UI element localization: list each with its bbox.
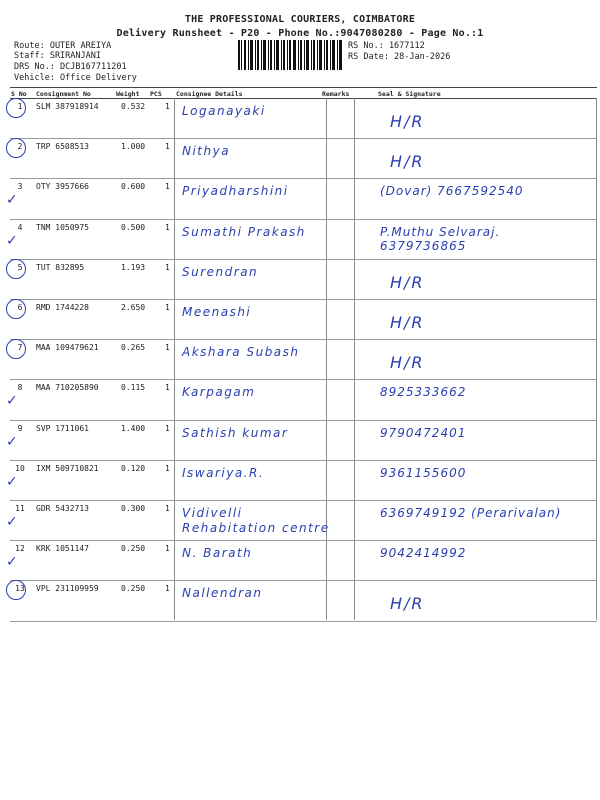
row-signature: H/R — [390, 313, 425, 332]
check-mark: ✓ — [6, 554, 18, 571]
check-mark: ✓ — [6, 393, 18, 410]
row-consignment-no: KRK 1051147 — [36, 544, 89, 554]
row-signature: H/R — [390, 594, 425, 614]
row-signature: 9790472401 — [380, 425, 467, 440]
row-signature: H/R — [390, 353, 425, 373]
sno-circle-mark — [6, 98, 26, 118]
row-consignment-no: GDR 5432713 — [36, 504, 89, 513]
row-signature: 8925333662 — [380, 385, 467, 400]
check-mark: ✓ — [6, 514, 18, 530]
row-sno: 4 — [17, 222, 23, 232]
row-weight: 1.193 — [121, 262, 146, 272]
row-consignee: Surendran — [182, 264, 259, 279]
rs-number: RS No.: 1677112 — [348, 41, 425, 51]
barcode — [238, 40, 342, 70]
row-weight: 2.650 — [121, 303, 146, 312]
table-header-rule — [10, 98, 597, 99]
row-rule — [10, 540, 597, 541]
row-rule — [10, 219, 597, 220]
check-mark: ✓ — [6, 232, 18, 249]
runsheet-subtitle: Delivery Runsheet - P20 - Phone No.:9047080280 - Page No.:1 — [116, 28, 484, 39]
row-sno: 13 — [15, 584, 25, 594]
row-consignee: Meenashi — [182, 305, 252, 319]
col-header-weight: Weight — [116, 90, 140, 98]
rs-date: RS Date: 28-Jan-2026 — [348, 52, 451, 62]
row-weight: 1.400 — [121, 423, 146, 433]
row-weight: 0.250 — [121, 584, 146, 594]
row-pcs: 1 — [165, 343, 170, 353]
row-pcs: 1 — [165, 544, 170, 554]
staff-label: Staff: SRIRANJANI — [14, 51, 101, 61]
row-pcs: 1 — [165, 383, 170, 393]
row-sno: 8 — [17, 383, 23, 393]
row-consignment-no: TUT 832895 — [36, 262, 85, 272]
row-consignee: Akshara Subash — [182, 345, 300, 360]
column-divider — [596, 98, 597, 620]
row-weight: 0.250 — [121, 544, 146, 554]
row-weight: 0.120 — [121, 463, 146, 473]
row-sno: 7 — [17, 343, 23, 353]
row-pcs: 1 — [165, 584, 170, 594]
vehicle-label: Vehicle: Office Delivery — [14, 73, 137, 83]
row-signature: H/R — [390, 272, 425, 292]
row-pcs: 1 — [165, 504, 170, 513]
row-consignment-no: SVP 1711061 — [36, 423, 89, 433]
row-weight: 0.532 — [121, 102, 146, 111]
col-header-seal-signature: Seal & Signature — [378, 90, 441, 98]
col-header-consignee: Consignee Details — [176, 90, 243, 98]
row-signature: 9361155600 — [380, 465, 467, 480]
row-consignment-no: MAA 710205890 — [36, 383, 99, 393]
row-sno: 5 — [17, 262, 23, 272]
row-pcs: 1 — [165, 463, 170, 473]
row-sno: 6 — [17, 303, 23, 312]
sno-circle-mark — [6, 339, 26, 359]
row-pcs: 1 — [165, 423, 170, 433]
row-rule — [10, 178, 597, 179]
row-consignment-no: SLM 387918914 — [36, 102, 99, 111]
route-label: Route: OUTER AREIYA — [14, 41, 112, 51]
row-weight: 0.115 — [121, 383, 146, 393]
row-rule — [10, 259, 597, 260]
col-header-remarks: Remarks — [322, 90, 350, 98]
column-divider — [354, 98, 355, 620]
row-consignment-no: MAA 109479621 — [36, 343, 99, 353]
row-consignee: Iswariya.R. — [182, 465, 265, 480]
row-weight: 0.500 — [121, 222, 146, 232]
row-pcs: 1 — [165, 182, 170, 192]
row-pcs: 1 — [165, 102, 170, 111]
row-weight: 1.000 — [121, 142, 146, 152]
check-mark: ✓ — [6, 473, 18, 490]
row-weight: 0.300 — [121, 504, 146, 513]
row-pcs: 1 — [165, 303, 170, 312]
row-consignee: Priyadharshini — [182, 184, 289, 199]
row-pcs: 1 — [165, 142, 170, 152]
row-rule — [10, 580, 597, 581]
sno-circle-mark — [6, 259, 26, 279]
row-rule — [10, 621, 597, 622]
row-sno: 3 — [17, 182, 23, 192]
row-consignee: Nithya — [182, 144, 231, 159]
row-rule — [10, 379, 597, 380]
column-divider — [174, 98, 175, 620]
row-signature: 9042414992 — [380, 546, 467, 561]
row-weight: 0.600 — [121, 182, 146, 192]
row-sno: 2 — [17, 142, 23, 152]
row-consignee: Vidivelli Rehabitation centre — [182, 506, 330, 535]
col-header-pcs: PCS — [150, 90, 162, 98]
row-weight: 0.265 — [121, 343, 146, 353]
row-consignment-no: RMD 1744228 — [36, 303, 89, 312]
check-mark: ✓ — [6, 433, 18, 450]
row-consignment-no: VPL 231109959 — [36, 584, 99, 594]
table-top-rule — [10, 87, 597, 88]
row-consignee: Nallendran — [182, 586, 263, 601]
row-sno: 1 — [17, 102, 23, 111]
row-consignee: Karpagam — [182, 385, 256, 400]
row-signature: (Dovar) 7667592540 — [380, 184, 524, 199]
row-pcs: 1 — [165, 222, 170, 232]
col-header-consignment: Consignment No — [36, 90, 91, 98]
row-rule — [10, 500, 597, 501]
row-consignee: Sathish kumar — [182, 425, 289, 440]
row-signature: P.Muthu Selvaraj. 6379736865 — [380, 224, 501, 253]
sno-circle-mark — [6, 138, 26, 158]
row-rule — [10, 138, 597, 139]
row-consignment-no: OTY 3957666 — [36, 182, 89, 192]
row-signature: 6369749192 (Perarivalan) — [380, 506, 562, 520]
row-consignee: Sumathi Prakash — [182, 224, 306, 239]
row-consignment-no: TNM 1050975 — [36, 222, 89, 232]
row-rule — [10, 420, 597, 421]
row-signature: H/R — [390, 152, 425, 172]
col-header-sno: S No — [11, 90, 27, 98]
row-rule — [10, 339, 597, 340]
row-consignment-no: TRP 6508513 — [36, 142, 89, 152]
sno-circle-mark — [6, 580, 26, 600]
row-sno: 12 — [15, 544, 25, 554]
check-mark: ✓ — [6, 192, 18, 209]
row-consignee: Loganayaki — [182, 104, 266, 118]
sno-circle-mark — [6, 299, 26, 319]
row-sno: 11 — [15, 504, 25, 513]
row-consignee: N. Barath — [182, 546, 253, 561]
row-sno: 9 — [17, 423, 23, 433]
company-title: THE PROFESSIONAL COURIERS, COIMBATORE — [184, 14, 416, 25]
row-sno: 10 — [15, 463, 25, 473]
row-signature: H/R — [390, 112, 425, 131]
drs-label: DRS No.: DCJB167711201 — [14, 62, 127, 72]
row-consignment-no: IXM 509710821 — [36, 463, 99, 473]
row-rule — [10, 299, 597, 300]
row-pcs: 1 — [165, 262, 170, 272]
row-rule — [10, 460, 597, 461]
